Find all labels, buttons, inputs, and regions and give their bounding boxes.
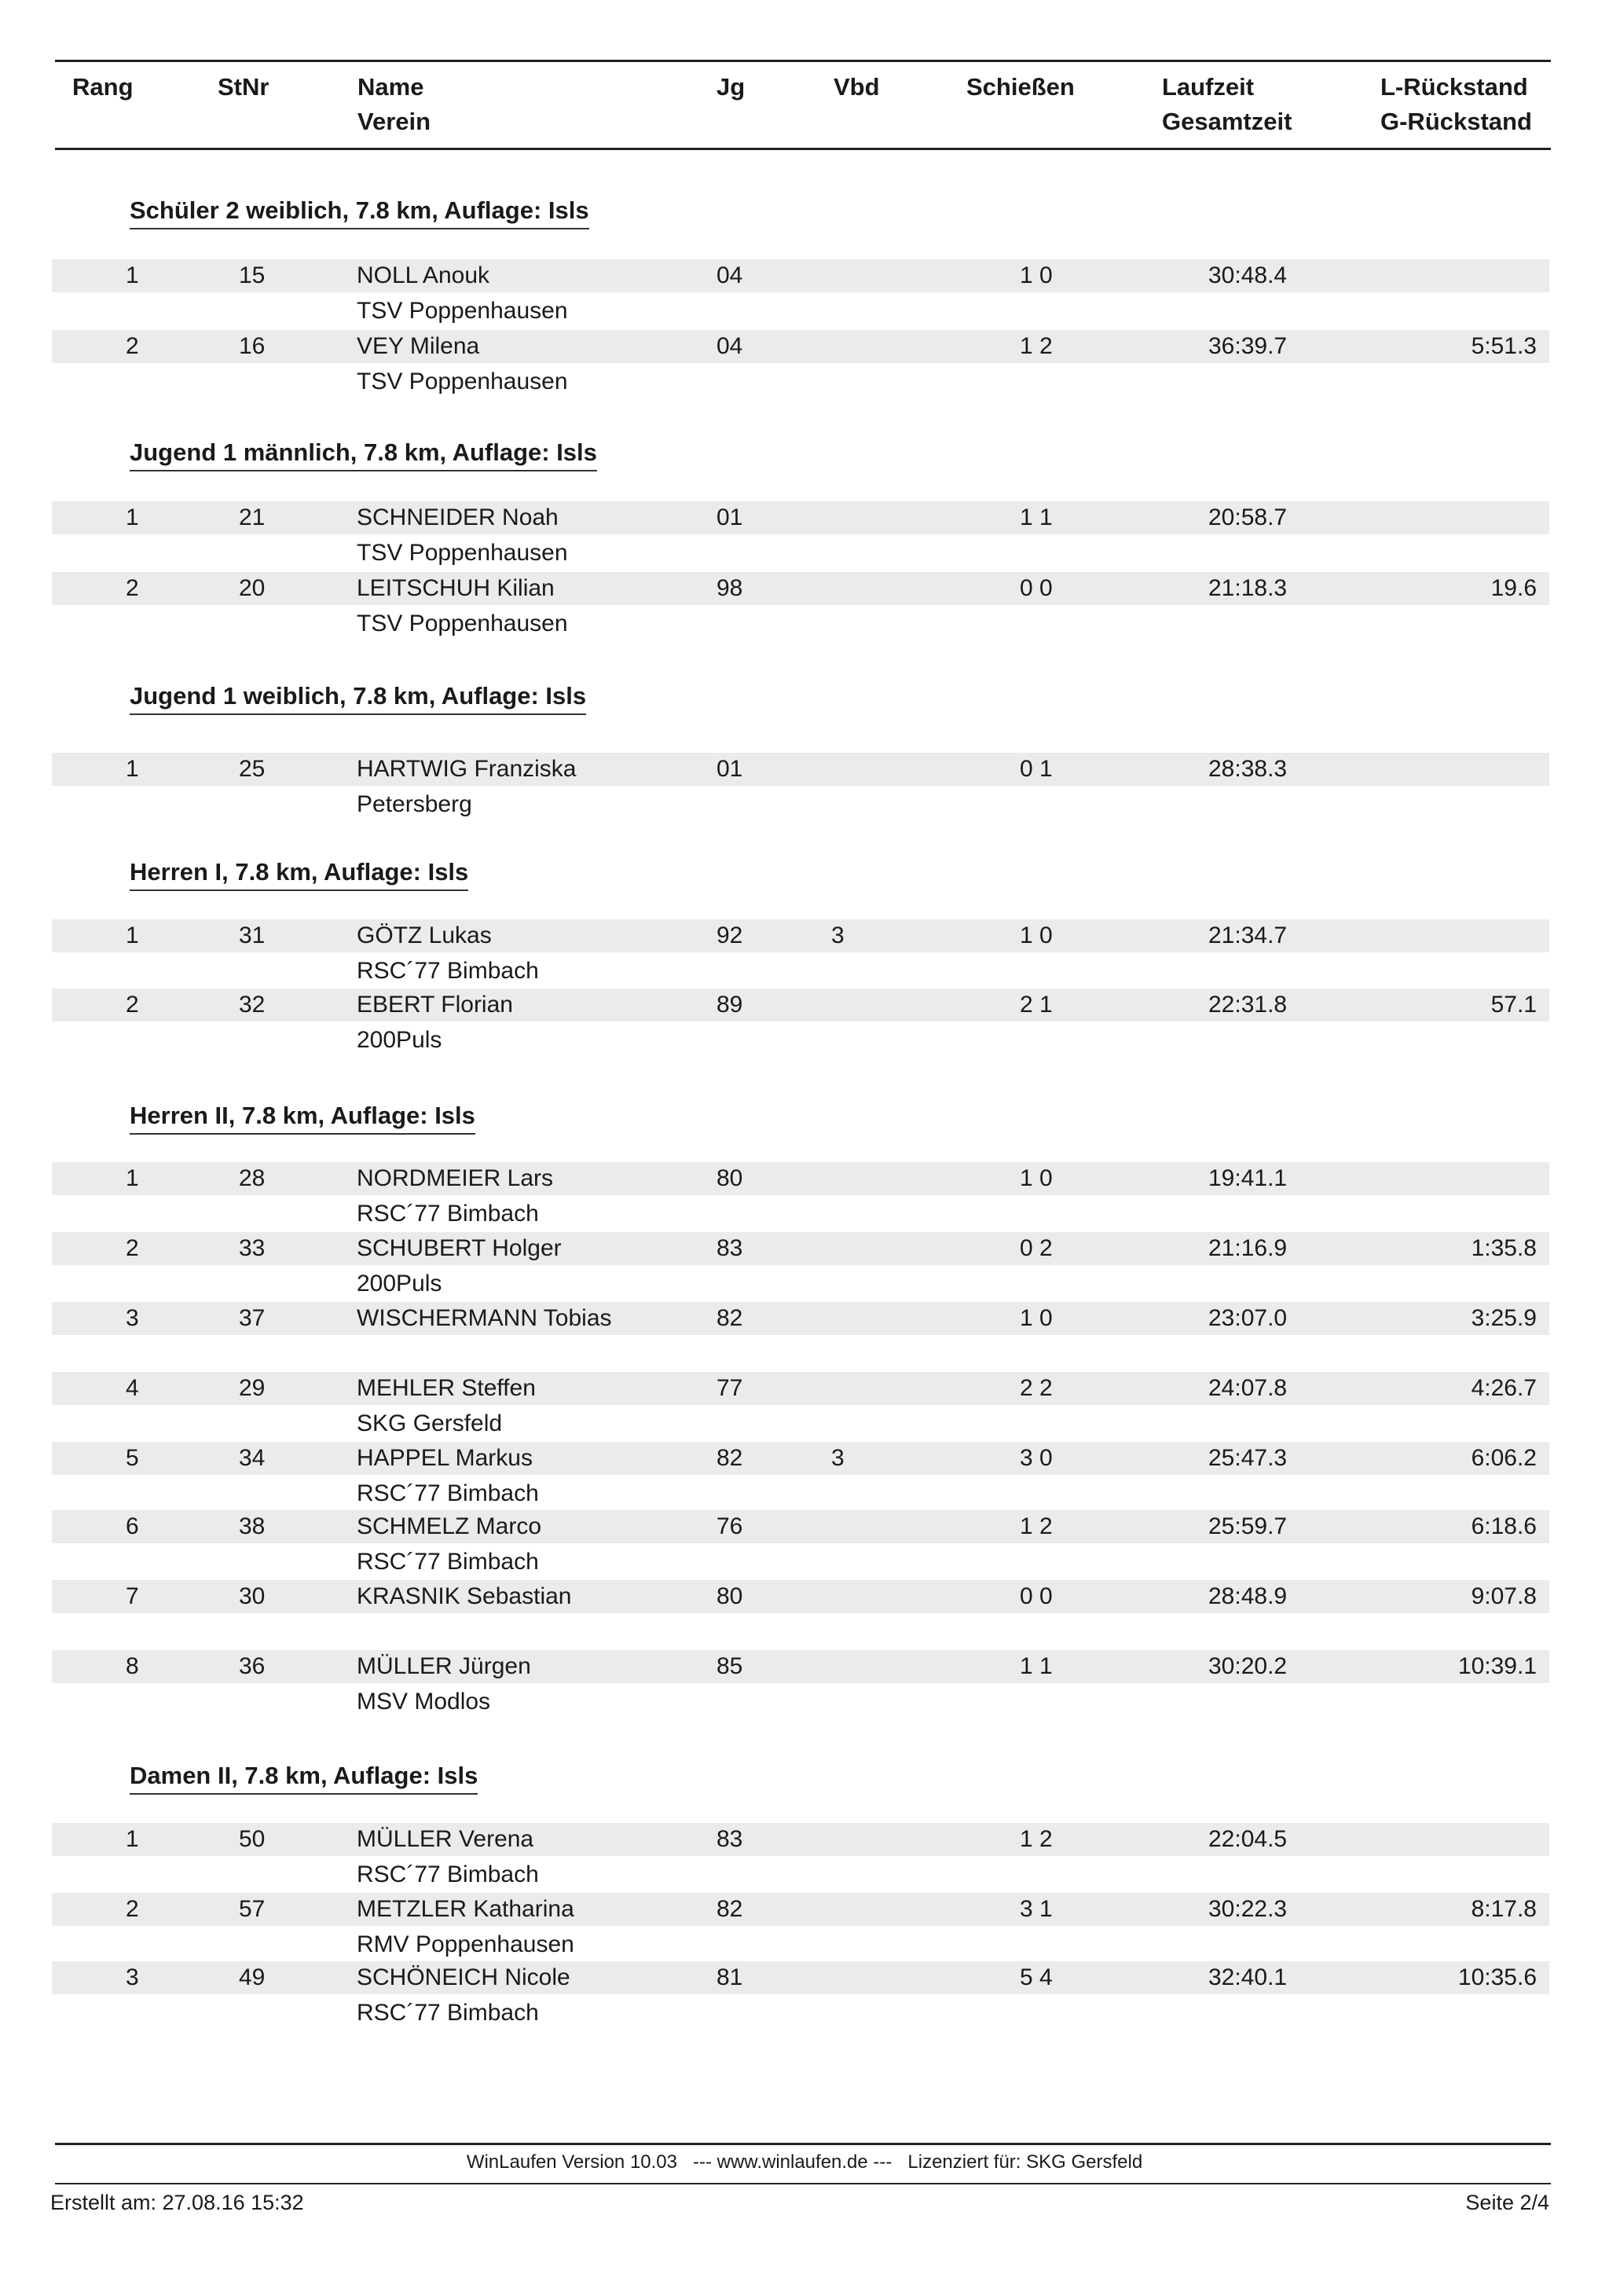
rang: 1	[126, 262, 139, 288]
result-row	[52, 1162, 1549, 1233]
col-name: Name	[357, 73, 424, 101]
run-time: 32:40.1	[1208, 1964, 1288, 1990]
run-time: 23:07.0	[1208, 1305, 1288, 1331]
shooting-penalties: 1 0	[1020, 262, 1053, 288]
result-row	[52, 1302, 1549, 1373]
shooting-penalties: 1 1	[1020, 1653, 1053, 1679]
athlete-name: GÖTZ Lukas	[357, 922, 492, 948]
row-shading	[52, 1442, 1549, 1475]
result-row	[52, 1232, 1549, 1303]
col-laufzeit: Laufzeit	[1162, 73, 1255, 101]
shooting-penalties: 3 1	[1020, 1896, 1053, 1922]
birth-year: 01	[717, 756, 743, 782]
rang: 2	[126, 1896, 139, 1922]
birth-year: 77	[717, 1375, 743, 1401]
shooting-penalties: 1 2	[1020, 1826, 1053, 1852]
birth-year: 76	[717, 1513, 743, 1539]
rang: 2	[126, 333, 139, 359]
shooting-penalties: 1 0	[1020, 1165, 1053, 1191]
run-time: 19:41.1	[1208, 1165, 1288, 1191]
run-time: 28:38.3	[1208, 756, 1288, 782]
time-behind: 6:06.2	[1471, 1445, 1537, 1471]
start-number: 36	[239, 1653, 266, 1679]
club-name: TSV Poppenhausen	[357, 540, 568, 566]
shooting-penalties: 0 0	[1020, 1583, 1053, 1609]
shooting-penalties: 1 0	[1020, 922, 1053, 948]
shooting-penalties: 0 0	[1020, 575, 1053, 601]
start-number: 21	[239, 504, 266, 530]
athlete-name: SCHMELZ Marco	[357, 1513, 542, 1539]
software-note: WinLaufen Version 10.03 --- www.winlaufen.de --- Lizenziert für: SKG Gersfeld	[466, 2151, 1143, 2173]
rang: 1	[126, 504, 139, 530]
time-behind: 19.6	[1490, 575, 1537, 601]
start-number: 29	[239, 1375, 266, 1401]
club-name: TSV Poppenhausen	[357, 298, 568, 324]
association: 3	[831, 1445, 845, 1471]
birth-year: 01	[717, 504, 743, 530]
category-title: Schüler 2 weiblich, 7.8 km, Auflage: Isls	[130, 195, 589, 229]
rang: 1	[126, 756, 139, 782]
athlete-name: VEY Milena	[357, 333, 480, 359]
start-number: 34	[239, 1445, 266, 1471]
birth-year: 83	[717, 1235, 743, 1261]
birth-year: 89	[717, 992, 743, 1018]
run-time: 22:04.5	[1208, 1826, 1288, 1852]
birth-year: 80	[717, 1165, 743, 1191]
header-bottom-rule	[55, 148, 1551, 150]
birth-year: 85	[717, 1653, 743, 1679]
start-number: 50	[239, 1826, 266, 1852]
row-shading	[52, 1302, 1549, 1335]
club-name: Petersberg	[357, 791, 472, 817]
col-l-rueckstand: L-Rückstand	[1380, 73, 1528, 101]
start-number: 57	[239, 1896, 266, 1922]
rang: 1	[126, 922, 139, 948]
birth-year: 83	[717, 1826, 743, 1852]
result-row	[52, 1372, 1549, 1443]
row-shading	[52, 501, 1549, 534]
category-title: Jugend 1 weiblich, 7.8 km, Auflage: Isls	[130, 680, 586, 715]
shooting-penalties: 1 0	[1020, 1305, 1053, 1331]
start-number: 32	[239, 992, 266, 1018]
shooting-penalties: 3 0	[1020, 1445, 1053, 1471]
result-row	[52, 988, 1549, 1059]
club-name: TSV Poppenhausen	[357, 369, 568, 394]
col-verein: Verein	[357, 108, 431, 135]
athlete-name: HARTWIG Franziska	[357, 756, 577, 782]
shooting-penalties: 2 2	[1020, 1375, 1053, 1401]
athlete-name: KRASNIK Sebastian	[357, 1583, 572, 1609]
shooting-penalties: 1 2	[1020, 333, 1053, 359]
created-date: Erstellt am: 27.08.16 15:32	[50, 2191, 304, 2214]
result-row	[52, 1823, 1549, 1894]
result-row	[52, 1650, 1549, 1721]
rang: 8	[126, 1653, 139, 1679]
start-number: 33	[239, 1235, 266, 1261]
rang: 2	[126, 575, 139, 601]
category-title: Jugend 1 männlich, 7.8 km, Auflage: Isls	[130, 437, 597, 471]
col-rang: Rang	[72, 73, 134, 101]
athlete-name: HAPPEL Markus	[357, 1445, 533, 1471]
start-number: 28	[239, 1165, 266, 1191]
col-schiessen: Schießen	[966, 73, 1075, 101]
athlete-name: MÜLLER Verena	[357, 1826, 534, 1852]
row-shading	[52, 259, 1549, 292]
result-row	[52, 1961, 1549, 2032]
rang: 1	[126, 1165, 139, 1191]
row-shading	[52, 1580, 1549, 1613]
col-gesamtzeit: Gesamtzeit	[1162, 108, 1292, 135]
rang: 5	[126, 1445, 139, 1471]
start-number: 31	[239, 922, 266, 948]
birth-year: 81	[717, 1964, 743, 1990]
row-shading	[52, 1510, 1549, 1543]
club-name: RSC´77 Bimbach	[357, 1480, 539, 1506]
time-behind: 1:35.8	[1471, 1235, 1537, 1261]
shooting-penalties: 0 1	[1020, 756, 1053, 782]
club-name: MSV Modlos	[357, 1689, 491, 1715]
result-row	[52, 259, 1549, 330]
athlete-name: MEHLER Steffen	[357, 1375, 536, 1401]
result-row	[52, 1442, 1549, 1513]
start-number: 20	[239, 575, 266, 601]
time-behind: 4:26.7	[1471, 1375, 1537, 1401]
footer-top-rule	[55, 2143, 1551, 2145]
birth-year: 82	[717, 1445, 743, 1471]
row-shading	[52, 1823, 1549, 1856]
time-behind: 6:18.6	[1471, 1513, 1537, 1539]
shooting-penalties: 1 2	[1020, 1513, 1053, 1539]
rang: 7	[126, 1583, 139, 1609]
header-top-rule	[55, 60, 1551, 62]
row-shading	[52, 919, 1549, 952]
athlete-name: LEITSCHUH Kilian	[357, 575, 555, 601]
result-row	[52, 1510, 1549, 1581]
rang: 6	[126, 1513, 139, 1539]
club-name: 200Puls	[357, 1027, 442, 1053]
run-time: 30:22.3	[1208, 1896, 1288, 1922]
athlete-name: WISCHERMANN Tobias	[357, 1305, 612, 1331]
run-time: 21:34.7	[1208, 922, 1288, 948]
row-shading	[52, 1162, 1549, 1195]
rang: 3	[126, 1964, 139, 1990]
result-row	[52, 330, 1549, 401]
row-shading	[52, 1650, 1549, 1683]
category-title: Damen II, 7.8 km, Auflage: Isls	[130, 1760, 478, 1795]
time-behind: 10:35.6	[1457, 1964, 1537, 1990]
col-stnr: StNr	[218, 73, 269, 101]
rang: 2	[126, 992, 139, 1018]
footer-bottom-rule	[55, 2183, 1551, 2184]
row-shading	[52, 572, 1549, 605]
birth-year: 92	[717, 922, 743, 948]
athlete-name: NOLL Anouk	[357, 262, 489, 288]
birth-year: 04	[717, 333, 743, 359]
shooting-penalties: 0 2	[1020, 1235, 1053, 1261]
birth-year: 80	[717, 1583, 743, 1609]
start-number: 38	[239, 1513, 266, 1539]
run-time: 30:48.4	[1208, 262, 1288, 288]
rang: 1	[126, 1826, 139, 1852]
start-number: 16	[239, 333, 266, 359]
row-shading	[52, 1893, 1549, 1926]
athlete-name: SCHNEIDER Noah	[357, 504, 559, 530]
category-title: Herren I, 7.8 km, Auflage: Isls	[130, 856, 468, 891]
club-name: RMV Poppenhausen	[357, 1931, 574, 1957]
athlete-name: SCHÖNEICH Nicole	[357, 1964, 570, 1990]
birth-year: 82	[717, 1896, 743, 1922]
row-shading	[52, 1232, 1549, 1265]
time-behind: 5:51.3	[1471, 333, 1537, 359]
column-header	[0, 69, 1609, 148]
club-name: RSC´77 Bimbach	[357, 1861, 539, 1887]
time-behind: 3:25.9	[1471, 1305, 1537, 1331]
start-number: 15	[239, 262, 266, 288]
birth-year: 82	[717, 1305, 743, 1331]
club-name: RSC´77 Bimbach	[357, 2000, 539, 2026]
shooting-penalties: 5 4	[1020, 1964, 1053, 1990]
start-number: 37	[239, 1305, 266, 1331]
athlete-name: MÜLLER Jürgen	[357, 1653, 531, 1679]
rang: 3	[126, 1305, 139, 1331]
run-time: 25:47.3	[1208, 1445, 1288, 1471]
col-vbd: Vbd	[834, 73, 880, 101]
birth-year: 04	[717, 262, 743, 288]
club-name: 200Puls	[357, 1271, 442, 1297]
time-behind: 8:17.8	[1471, 1896, 1537, 1922]
athlete-name: SCHUBERT Holger	[357, 1235, 562, 1261]
time-behind: 9:07.8	[1471, 1583, 1537, 1609]
birth-year: 98	[717, 575, 743, 601]
run-time: 21:18.3	[1208, 575, 1288, 601]
club-name: TSV Poppenhausen	[357, 611, 568, 636]
run-time: 30:20.2	[1208, 1653, 1288, 1679]
run-time: 36:39.7	[1208, 333, 1288, 359]
category-title: Herren II, 7.8 km, Auflage: Isls	[130, 1100, 475, 1135]
run-time: 21:16.9	[1208, 1235, 1288, 1261]
club-name: RSC´77 Bimbach	[357, 1549, 539, 1575]
athlete-name: METZLER Katharina	[357, 1896, 574, 1922]
result-row	[52, 1580, 1549, 1651]
result-row	[52, 572, 1549, 643]
run-time: 24:07.8	[1208, 1375, 1288, 1401]
row-shading	[52, 330, 1549, 363]
run-time: 28:48.9	[1208, 1583, 1288, 1609]
shooting-penalties: 2 1	[1020, 992, 1053, 1018]
run-time: 25:59.7	[1208, 1513, 1288, 1539]
result-row	[52, 753, 1549, 823]
club-name: SKG Gersfeld	[357, 1410, 503, 1436]
shooting-penalties: 1 1	[1020, 504, 1053, 530]
start-number: 25	[239, 756, 266, 782]
result-row	[52, 501, 1549, 572]
club-name: RSC´77 Bimbach	[357, 1201, 539, 1227]
rang: 2	[126, 1235, 139, 1261]
association: 3	[831, 922, 845, 948]
start-number: 49	[239, 1964, 266, 1990]
result-row	[52, 1893, 1549, 1964]
club-name: RSC´77 Bimbach	[357, 958, 539, 984]
row-shading	[52, 1961, 1549, 1994]
result-row	[52, 919, 1549, 990]
time-behind: 10:39.1	[1457, 1653, 1537, 1679]
start-number: 30	[239, 1583, 266, 1609]
row-shading	[52, 1372, 1549, 1405]
rang: 4	[126, 1375, 139, 1401]
page-number: Seite 2/4	[1465, 2191, 1549, 2214]
col-g-rueckstand: G-Rückstand	[1380, 108, 1532, 135]
athlete-name: NORDMEIER Lars	[357, 1165, 554, 1191]
run-time: 20:58.7	[1208, 504, 1288, 530]
run-time: 22:31.8	[1208, 992, 1288, 1018]
time-behind: 57.1	[1490, 992, 1537, 1018]
athlete-name: EBERT Florian	[357, 992, 513, 1018]
row-shading	[52, 988, 1549, 1021]
row-shading	[52, 753, 1549, 786]
col-jg: Jg	[717, 73, 746, 101]
